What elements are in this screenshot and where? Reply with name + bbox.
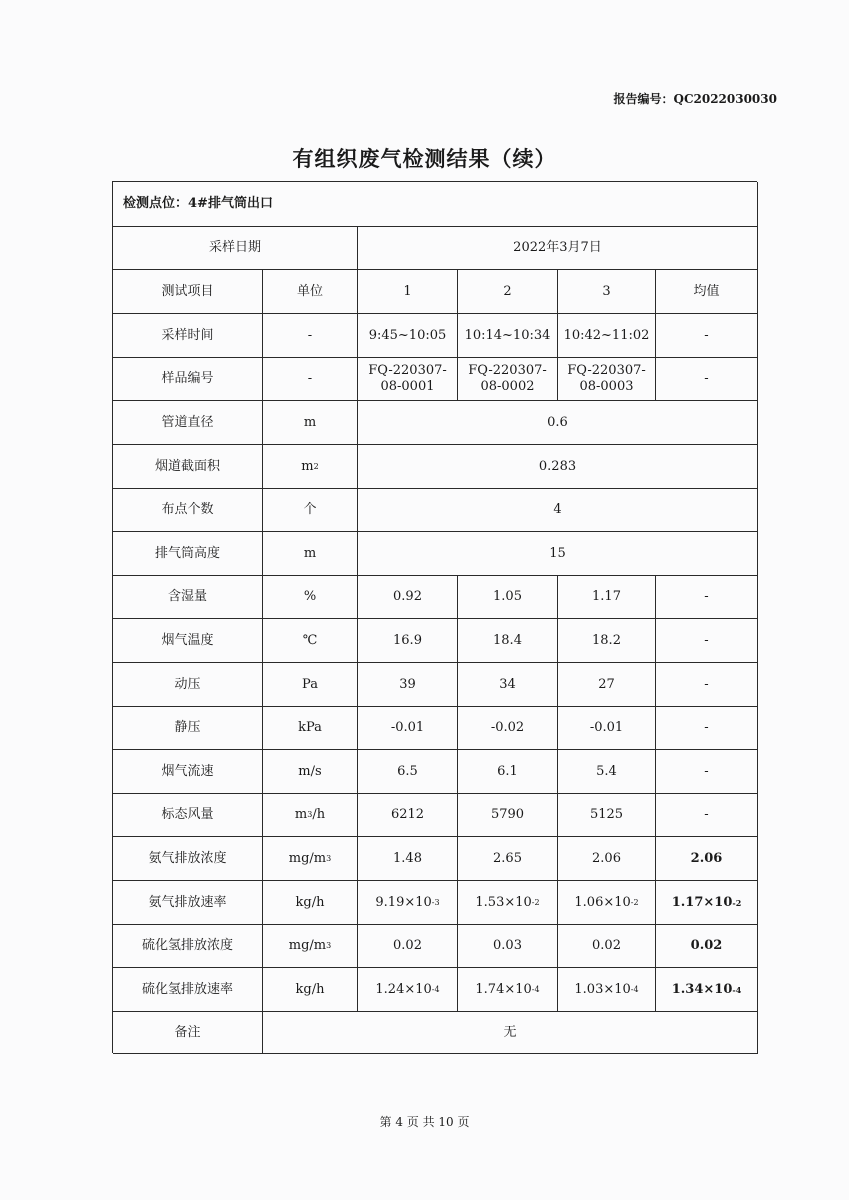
row-label: 采样时间 bbox=[113, 314, 263, 358]
value-base: 1.03×10 bbox=[574, 981, 631, 997]
value-cell: 6.1 bbox=[458, 750, 558, 794]
value-cell: 1.17 bbox=[558, 576, 656, 619]
unit-base: m bbox=[294, 807, 308, 822]
header-col-1: 1 bbox=[358, 270, 458, 314]
row-label: 含湿量 bbox=[113, 576, 263, 619]
value-cell: 1.06×10 -2 bbox=[558, 881, 656, 925]
row-label: 烟气流速 bbox=[113, 750, 263, 794]
value-cell bbox=[558, 358, 656, 401]
value-base: 1.24×10 bbox=[375, 981, 432, 997]
row-label: 烟道截面积 bbox=[113, 445, 263, 489]
value-base: 1.74×10 bbox=[475, 981, 532, 997]
value-cell: 5790 bbox=[458, 794, 558, 837]
value-cell: 9.19×10 -3 bbox=[358, 881, 458, 925]
value-base: 9.19×10 bbox=[375, 894, 432, 910]
row-label: 硫化氢排放速率 bbox=[113, 968, 263, 1012]
merged-value-cell: 0.283 bbox=[358, 445, 758, 489]
row-label: 氨气排放速率 bbox=[113, 881, 263, 925]
row-label: 布点个数 bbox=[113, 489, 263, 532]
average-cell: 0.02 bbox=[656, 925, 758, 968]
date-label: 采样日期 bbox=[113, 227, 358, 270]
value-cell: -0.01 bbox=[558, 707, 656, 750]
row-unit: kg/h bbox=[263, 881, 358, 925]
value-cell: 0.03 bbox=[458, 925, 558, 968]
row-unit: - bbox=[263, 314, 358, 358]
average-cell: - bbox=[656, 576, 758, 619]
row-unit: kg/h bbox=[263, 968, 358, 1012]
row-label: 烟气温度 bbox=[113, 619, 263, 663]
row-label: 动压 bbox=[113, 663, 263, 707]
date-value: 2022年3月7日 bbox=[358, 227, 758, 270]
unit-tail: /h bbox=[312, 807, 326, 822]
average-cell: - bbox=[656, 794, 758, 837]
value-cell: 18.4 bbox=[458, 619, 558, 663]
value-cell: 9:45~10:05 bbox=[358, 314, 458, 358]
row-unit: kPa bbox=[263, 707, 358, 750]
row-unit: mg/m 3 bbox=[263, 925, 358, 968]
value-base: 1.17×10 bbox=[671, 894, 733, 910]
value-cell bbox=[458, 358, 558, 401]
header-unit: 单位 bbox=[263, 270, 358, 314]
header-col-3: 3 bbox=[558, 270, 656, 314]
sample-id-part: FQ-220307- bbox=[468, 363, 547, 378]
unit-base: m bbox=[301, 458, 314, 474]
value-cell: 39 bbox=[358, 663, 458, 707]
value-base: 1.34×10 bbox=[671, 981, 733, 997]
row-label: 标态风量 bbox=[113, 794, 263, 837]
value-cell: 6.5 bbox=[358, 750, 458, 794]
row-unit: mg/m 3 bbox=[263, 837, 358, 881]
average-cell: - bbox=[656, 358, 758, 401]
row-label: 静压 bbox=[113, 707, 263, 750]
row-unit: - bbox=[263, 358, 358, 401]
value-cell: 5.4 bbox=[558, 750, 656, 794]
value-cell: 2.65 bbox=[458, 837, 558, 881]
page-title: 有组织废气检测结果（续） bbox=[292, 146, 557, 171]
value-cell: -0.02 bbox=[458, 707, 558, 750]
value-cell: 1.74×10 -4 bbox=[458, 968, 558, 1012]
value-cell: 2.06 bbox=[558, 837, 656, 881]
value-cell: -0.01 bbox=[358, 707, 458, 750]
average-cell: - bbox=[656, 750, 758, 794]
value-cell: 18.2 bbox=[558, 619, 656, 663]
value-cell: 34 bbox=[458, 663, 558, 707]
row-unit: % bbox=[263, 576, 358, 619]
header-item: 测试项目 bbox=[113, 270, 263, 314]
row-unit: 个 bbox=[263, 489, 358, 532]
value-cell: 0.02 bbox=[558, 925, 656, 968]
row-unit: m bbox=[263, 401, 358, 445]
value-cell: 16.9 bbox=[358, 619, 458, 663]
value-cell: 1.48 bbox=[358, 837, 458, 881]
value-cell: 6212 bbox=[358, 794, 458, 837]
row-unit: m 3 /h bbox=[263, 794, 358, 837]
row-label: 样品编号 bbox=[113, 358, 263, 401]
row-unit: Pa bbox=[263, 663, 358, 707]
average-cell: 1.34×10 -4 bbox=[656, 968, 758, 1012]
average-cell: - bbox=[656, 314, 758, 358]
value-cell: 5125 bbox=[558, 794, 656, 837]
row-unit: m/s bbox=[263, 750, 358, 794]
unit-base: mg/m bbox=[288, 938, 327, 953]
row-label: 氨气排放浓度 bbox=[113, 837, 263, 881]
value-cell bbox=[358, 358, 458, 401]
row-label: 硫化氢排放浓度 bbox=[113, 925, 263, 968]
location-cell: 检测点位：4#排气筒出口 bbox=[113, 182, 758, 227]
row-unit: m bbox=[263, 532, 358, 576]
row-unit: m 2 bbox=[263, 445, 358, 489]
value-cell: 1.24×10 -4 bbox=[358, 968, 458, 1012]
sample-id-part: 08-0003 bbox=[579, 379, 634, 394]
merged-value-cell: 0.6 bbox=[358, 401, 758, 445]
sample-id-part: FQ-220307- bbox=[368, 363, 447, 378]
average-cell: - bbox=[656, 619, 758, 663]
average-cell: - bbox=[656, 663, 758, 707]
results-table bbox=[112, 181, 757, 1053]
header-average: 均值 bbox=[656, 270, 758, 314]
average-cell: 2.06 bbox=[656, 837, 758, 881]
page-footer: 第 4 页 共 10 页 bbox=[379, 1115, 470, 1129]
value-cell: 10:14~10:34 bbox=[458, 314, 558, 358]
remark-value: 无 bbox=[263, 1012, 758, 1054]
value-cell: 0.92 bbox=[358, 576, 458, 619]
average-cell: 1.17×10 -2 bbox=[656, 881, 758, 925]
sample-id-part: 08-0001 bbox=[380, 379, 435, 394]
sample-id-part: 08-0002 bbox=[480, 379, 535, 394]
merged-value-cell: 4 bbox=[358, 489, 758, 532]
value-base: 1.53×10 bbox=[475, 894, 532, 910]
row-label: 排气筒高度 bbox=[113, 532, 263, 576]
value-cell: 10:42~11:02 bbox=[558, 314, 656, 358]
merged-value-cell: 15 bbox=[358, 532, 758, 576]
row-unit: ℃ bbox=[263, 619, 358, 663]
value-cell: 1.03×10 -4 bbox=[558, 968, 656, 1012]
value-cell: 1.53×10 -2 bbox=[458, 881, 558, 925]
row-label: 管道直径 bbox=[113, 401, 263, 445]
report-number: 报告编号：QC2022030030 bbox=[613, 92, 777, 106]
sample-id-part: FQ-220307- bbox=[567, 363, 646, 378]
value-base: 1.06×10 bbox=[574, 894, 631, 910]
value-cell: 1.05 bbox=[458, 576, 558, 619]
row-label: 备注 bbox=[113, 1012, 263, 1054]
unit-base: mg/m bbox=[288, 850, 327, 866]
value-cell: 27 bbox=[558, 663, 656, 707]
header-col-2: 2 bbox=[458, 270, 558, 314]
value-cell: 0.02 bbox=[358, 925, 458, 968]
average-cell: - bbox=[656, 707, 758, 750]
